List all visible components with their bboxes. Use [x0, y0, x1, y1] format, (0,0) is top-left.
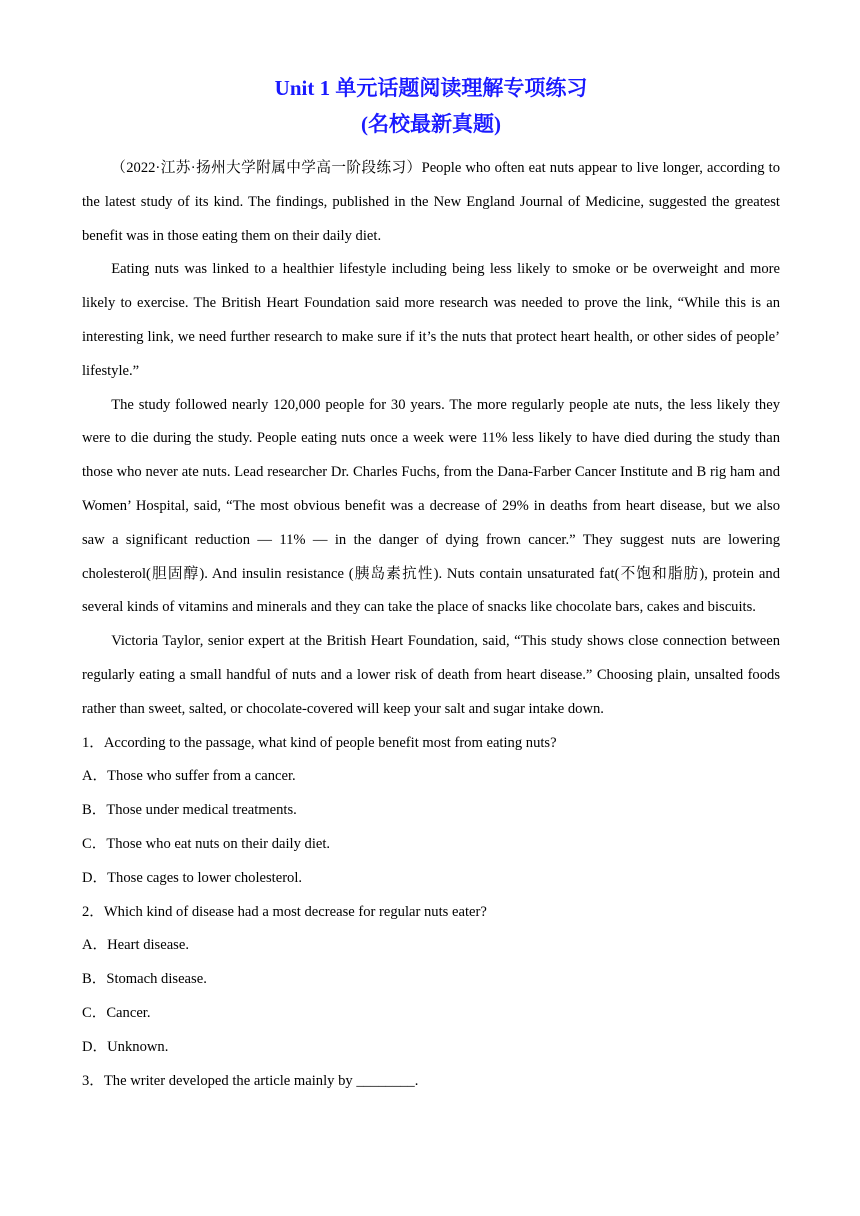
question-1-option-b: B．Those under medical treatments.: [82, 802, 297, 819]
question-2-option-d: D．Unknown.: [82, 1038, 169, 1055]
question-2-option-c: C．Cancer.: [82, 1004, 151, 1021]
question-1-stem: 1．According to the passage, what kind of people benefit most from eating nuts?: [82, 734, 557, 751]
question-2-stem: 2．Which kind of disease had a most decrease for regular nuts eater?: [82, 903, 487, 920]
question-2-option-a: A．Heart disease.: [82, 937, 189, 954]
question-2-option-b: B．Stomach disease.: [82, 971, 207, 988]
question-1-option-a: A．Those who suffer from a cancer.: [82, 768, 296, 785]
document-title: Unit 1 单元话题阅读理解专项练习: [274, 76, 588, 100]
passage-paragraph-3: The study followed nearly 120,000 people for 30 years. The more regularly people ate nuts, the less likely they were to die during the study. People eating nuts once a week were 11% less likely to have died during the study than those who never ate nuts. Lead researcher Dr. Charles Fuchs, from the Dana-Farber Cancer Institute and B rig ham and Women’ Hospital, said, “The most obvious benefit was a decrease of 29% in deaths from heart disease, but we also saw a significant reduction — 11% — in the danger of dying frown cancer.” They suggest nuts are lowering cholesterol(胆固醇). And insulin resistance (胰岛素抗性). Nuts contain unsaturated fat(不饱和脂肪), protein and several kinds of vitamins and minerals and they can take the place of snacks like chocolate bars, cakes and biscuits.: [82, 396, 780, 616]
passage-paragraph-2: Eating nuts was linked to a healthier lifestyle including being less likely to smoke or be overweight and more likely to exercise. The British Heart Foundation said more research was needed to prove the link, “While this is an interesting link, we need further research to make sure if it’s the nuts that protect heart health, or other sides of people’ lifestyle.”: [82, 261, 780, 379]
passage-paragraph-4: Victoria Taylor, senior expert at the British Heart Foundation, said, “This study shows close connection between regularly eating a small handful of nuts and a lower risk of death from heart disease.” Choosing plain, unsalted foods rather than sweet, salted, or chocolate-covered will keep your salt and sugar intake down.: [82, 633, 780, 717]
document-subtitle: (名校最新真题): [361, 112, 501, 136]
passage-paragraph-1: [82, 152, 780, 253]
question-3-stem: 3．The writer developed the article mainly by ________.: [82, 1072, 419, 1089]
question-1-option-d: D．Those cages to lower cholesterol.: [82, 869, 303, 886]
paragraph-text: People who often eat nuts appear to live longer, according to the latest study of its kind. The findings, published in the New England Journal of Medicine, suggested the greatest benefit was in those eating them on their daily diet.: [82, 160, 780, 244]
passage-body: [82, 152, 780, 1098]
source-citation: （2022·江苏·扬州大学附属中学高一阶段练习）: [111, 160, 422, 176]
document-page: [82, 70, 780, 1098]
question-1-option-c: C．Those who eat nuts on their daily diet.: [82, 835, 331, 852]
